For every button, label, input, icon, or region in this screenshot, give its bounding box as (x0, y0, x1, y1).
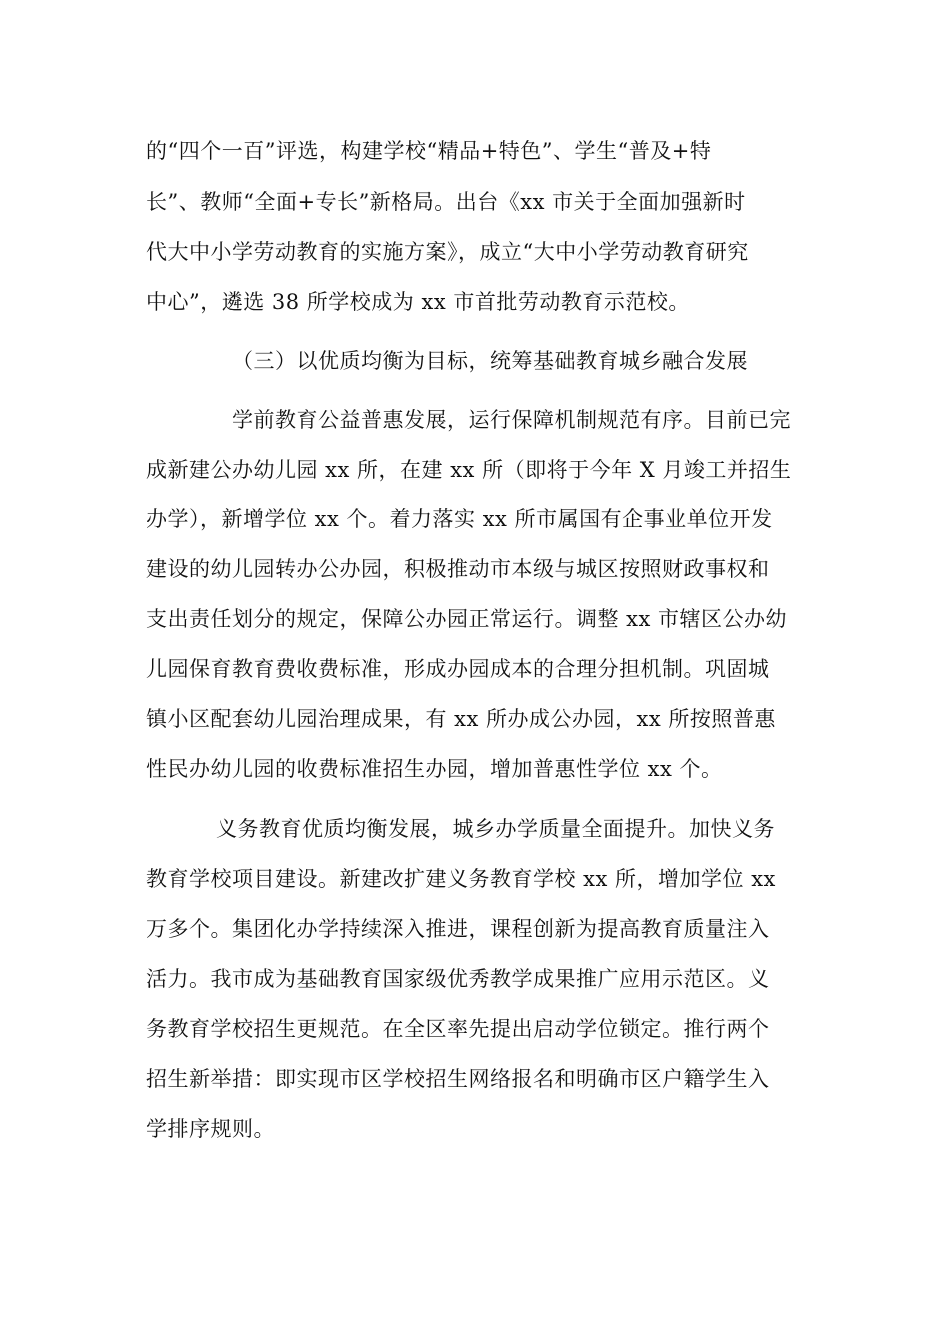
paragraph-2-line-4: 建设的幼儿园转办公办园，积极推动市本级与城区按照财政事权和 (146, 557, 770, 581)
paragraph-1-line-2: 长”、教师“全面+专长”新格局。出台《xx 市关于全面加强新时 (146, 190, 746, 214)
section-heading: （三）以优质均衡为目标，统筹基础教育城乡融合发展 (232, 349, 748, 373)
paragraph-1-line-3: 代大中小学劳动教育的实施方案》，成立“大中小学劳动教育研究 (146, 240, 749, 264)
paragraph-3-line-1: 义务教育优质均衡发展，城乡办学质量全面提升。加快义务 (216, 817, 775, 841)
paragraph-2-line-7: 镇小区配套幼儿园治理成果，有 xx 所办成公办园，xx 所按照普惠 (146, 707, 776, 731)
paragraph-2-line-1: 学前教育公益普惠发展，运行保障机制规范有序。目前已完 (232, 408, 791, 432)
paragraph-3-line-5: 务教育学校招生更规范。在全区率先提出启动学位锁定。推行两个 (146, 1017, 770, 1041)
paragraph-3-line-4: 活力。我市成为基础教育国家级优秀教学成果推广应用示范区。义 (146, 967, 770, 991)
paragraph-2-line-6: 儿园保育教育费收费标准，形成办园成本的合理分担机制。巩固城 (146, 657, 770, 681)
paragraph-3-line-2: 教育学校项目建设。新建改扩建义务教育学校 xx 所，增加学位 xx (146, 867, 776, 891)
paragraph-2-line-5: 支出责任划分的规定，保障公办园正常运行。调整 xx 市辖区公办幼 (146, 607, 788, 631)
paragraph-3-line-6: 招生新举措：即实现市区学校招生网络报名和明确市区户籍学生入 (146, 1067, 770, 1091)
paragraph-2-line-3: 办学），新增学位 xx 个。着力落实 xx 所市属国有企事业单位开发 (146, 507, 773, 531)
paragraph-2-line-8: 性民办幼儿园的收费标准招生办园，增加普惠性学位 xx 个。 (146, 757, 723, 781)
paragraph-3-line-7: 学排序规则。 (146, 1117, 275, 1141)
paragraph-2-line-2: 成新建公办幼儿园 xx 所，在建 xx 所（即将于今年 X 月竣工并招生 (146, 458, 792, 482)
paragraph-1-line-1: 的“四个一百”评选，构建学校“精品+特色”、学生“普及+特 (146, 139, 712, 163)
paragraph-1-line-4: 中心”，遴选 38 所学校成为 xx 市首批劳动教育示范校。 (146, 290, 690, 314)
paragraph-3-line-3: 万多个。集团化办学持续深入推进，课程创新为提高教育质量注入 (146, 917, 770, 941)
